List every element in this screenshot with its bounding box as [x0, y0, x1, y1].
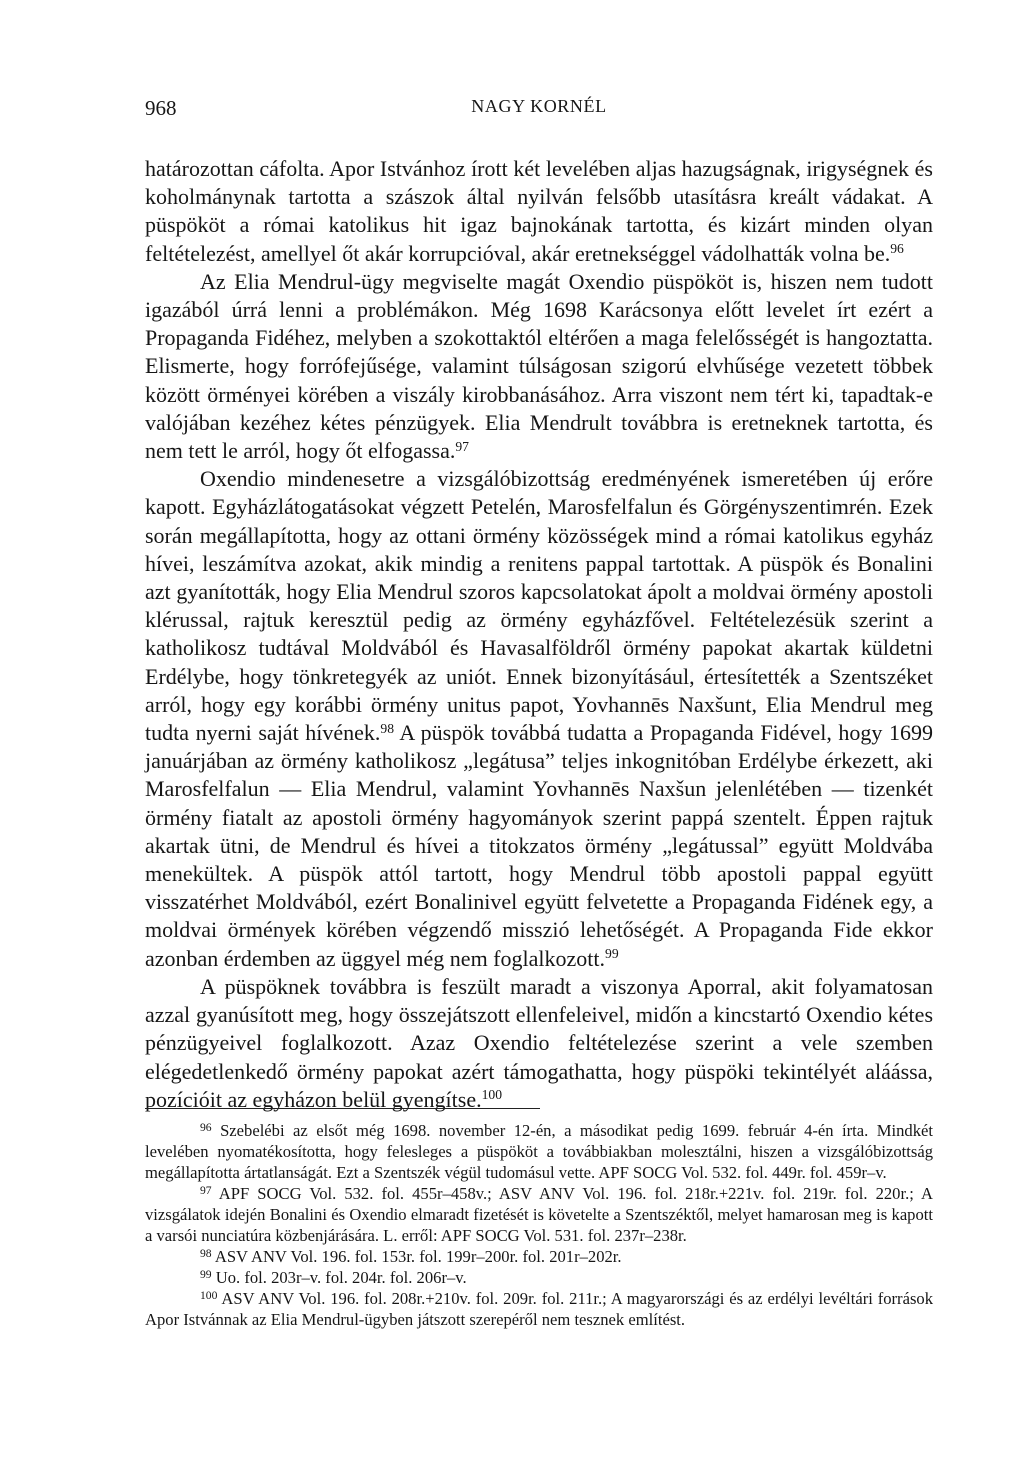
paragraph-text: Oxendio mindenesetre a vizsgálóbizottság eredményének ismeretében új erőre kapott. Egyházlátogatásokat végzett Petelén, Marosfelfalun és Görgényszentimrén. Ezek során megállapította, hogy az ottani örmény közösségek mind a római katolikus egyház hívei, leszámítva azokat, akik mindig a renitens pappal tartottak. A püspök és Bonalini azt gyanították, hogy Elia Mendrul szoros kapcsolatokat ápolt a moldvai örmény apostoli klérussal, rajtuk keresztül pedig az örmény egyházfővel. Feltételezésük szerint a katholikosz tudtával Moldvából és Havasalföldről örmény papokat akartak küldetni Erdélybe, hogy tönkretegyék az uniót. Ennek bizonyításául, értesítették a Szentszéket arról, hogy egy korábbi örmény unitus papot, Yovhannēs Naxšunt, Elia Mendrul meg tudta nyerni saját hívének.: [145, 466, 933, 746]
footnote-98: [145, 1246, 933, 1267]
footnote-number: 99: [200, 1267, 212, 1281]
running-header: [145, 96, 933, 126]
footnote-ref-100[interactable]: 100: [481, 1087, 503, 1103]
paragraph-text: A püspöknek továbbra is feszült maradt a viszonya Aporral, akit folyamatosan azzal gyanúsított meg, hogy összejátszott ellenfeleivel, midőn a kincstartó Oxendio kétes pénzügyeivel foglalkozott. Azaz Oxendio feltételezése szerint a vele szemben elégedetlenkedő örmény papokat azért támogathatta, hogy püspöki tekintélyét aláássa, pozícióit az egyházon belül gyengítse.: [145, 973, 933, 1112]
footnote-text: Szebelébi az elsőt még 1698. november 12-én, a másodikat pedig 1699. február 4-én írta. Mindkét levelében nyomatékosította, hogy felesleges a püspököt a továbbiakban molesztálni, hiszen a vizsgálóbizottság megállapította ártatlanságát. Ezt a Szentszék végül tudomásul vette. APF SOCG Vol. 532. fol. 449r. fol. 459r–v.: [145, 1121, 933, 1182]
footnote-number: 97: [200, 1183, 212, 1197]
paragraph-text-continued: A püspök továbbá tudatta a Propaganda Fidével, hogy 1699 januárjában az örmény katholikosz „legátusa” teljes inkognitóban Erdélybe érkezett, aki Marosfelfalun — Elia Mendrul, valamint Yovhannēs Naxšun jelenlétében — tizenkét örmény fiatalt az apostoli örmény hagyományok szerint pappá szentelt. Éppen rajtuk akartak ütni, de Mendrul és hívei a titokzatos örmény „legátussal” együtt Moldvába menekültek. A püspök attól tartott, hogy Mendrul több apostoli pappal együtt visszatérhet Moldvából, ezért Bonalinivel együtt felvetette a Propaganda Fidének egy, a moldvai örmények körében végzendő misszió lehetőségét. A Propaganda Fide ekkor azonban érdemben az üggyel még nem foglalkozott.: [145, 720, 933, 971]
footnote-ref-97[interactable]: 97: [455, 438, 469, 454]
footnotes: [145, 1120, 933, 1330]
footnote-97: [145, 1183, 933, 1246]
footnote-99: [145, 1267, 933, 1288]
footnote-ref-98[interactable]: 98: [380, 720, 395, 736]
footnote-text: ASV ANV Vol. 196. fol. 153r. fol. 199r–200r. fol. 201r–202r.: [211, 1247, 622, 1266]
paragraph-text: határozottan cáfolta. Apor Istvánhoz írott két levelében aljas hazugságnak, irigységnek és koholmánynak tartotta a szászok által nyilván felsőbb utasításra kreált vádakat. A püspököt a római katolikus hit igaz bajnokának tartotta, és kizárt minden olyan feltételezést, amellyel őt akár korrupcióval, akár eretnekséggel vádolhatták volna be.: [145, 156, 933, 266]
footnote-number: 100: [200, 1288, 218, 1302]
footnote-number: 96: [200, 1120, 212, 1134]
paragraph-2: [145, 268, 933, 465]
body-text: [145, 155, 933, 1114]
footnote-ref-96[interactable]: 96: [890, 241, 904, 257]
page-number: 968: [145, 96, 177, 120]
document-page: [145, 0, 933, 1473]
paragraph-text: Az Elia Mendrul-ügy megviselte magát Oxendio püspököt is, hiszen nem tudott igazából úrrá lenni a problémákon. Még 1698 Karácsonya előtt levelet írt ezért a Propaganda Fidéhez, melyben a szokottaktól eltérően a maga felelősségét is hangoztatta. Elismerte, hogy forrófejűsége, valamint túlságosan szigorú elvhűsége vezetett többek között örményei körében a viszály kirobbanásához. Arra viszont nem tért ki, tapadtak-e valójában kezéhez kétes pénzügyek. Elia Mendrult továbbra is eretneknek tartotta, és nem tett le arról, hogy őt elfogassa.: [145, 268, 933, 464]
footnote-96: [145, 1120, 933, 1183]
footnote-text: ASV ANV Vol. 196. fol. 208r.+210v. fol. 209r. fol. 211r.; A magyarországi és az erdélyi levéltári források Apor Istvánnak az Elia Mendrul-ügyben játszott szerepéről nem tesznek említést.: [145, 1289, 933, 1329]
paragraph-4: [145, 973, 933, 1114]
footnote-number: 98: [200, 1246, 212, 1260]
footnote-text: Uo. fol. 203r–v. fol. 204r. fol. 206r–v.: [211, 1268, 467, 1287]
footnote-text: APF SOCG Vol. 532. fol. 455r–458v.; ASV ANV Vol. 196. fol. 218r.+221v. fol. 219r. fol. 220r.; A vizsgálatok idején Bonalini és Oxendio elmaradt fizetését is követelte a Szentszéktől, melyet hamarosan meg is kapott a varsói nunciatúra közbenjárására. L. erről: APF SOCG Vol. 531. fol. 237r–238r.: [145, 1184, 933, 1245]
footnote-ref-99[interactable]: 99: [605, 946, 619, 962]
paragraph-1: [145, 155, 933, 268]
footnote-100: [145, 1288, 933, 1330]
paragraph-3: [145, 465, 933, 973]
footnote-divider: [145, 1108, 540, 1109]
running-head-author: NAGY KORNÉL: [471, 96, 607, 116]
